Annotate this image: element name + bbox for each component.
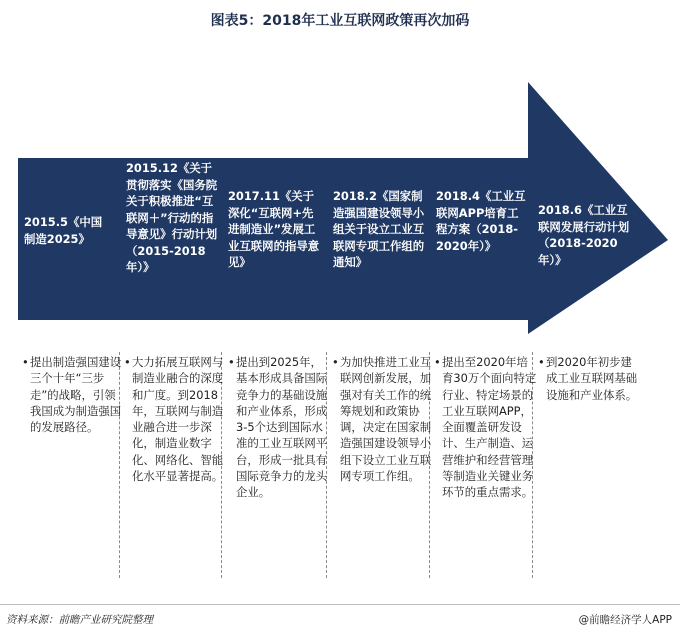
bullet-icon: • <box>124 355 131 369</box>
phase-note-text-3: 提出到2025年，基本形成具备国际竞争力的基础设施和产业体系，形成3-5个达到国际水准的工业互联网平台，形成一批具有国际竞争力的龙头企业。 <box>236 355 328 500</box>
phase-label-4: 2018.2《国家制造强国建设领导小组关于设立工业互联网专项工作组的通知》 <box>333 189 425 269</box>
timeline-arrow <box>18 0 670 634</box>
phase-note-2 <box>124 354 228 484</box>
phase-label-1: 2015.5《中国制造2025》 <box>24 215 103 246</box>
phase-label-2: 2015.12《关于贯彻落实《国务院关于积极推进“互联网＋”行动的指导意见》行动计划（2015-2018年）》 <box>126 161 218 274</box>
bullet-icon: • <box>538 355 545 369</box>
phase-note-1 <box>22 354 126 435</box>
bullet-icon: • <box>332 355 339 369</box>
phase-label-5: 2018.4《工业互联网APP培育工程方案（2018-2020年）》 <box>436 189 526 253</box>
phase-note-text-5: 提出至2020年培育30万个面向特定行业、特定场景的工业互联网APP，全面覆盖研发设计、生产制造、运营维护和经营管理等制造业关键业务环节的重点需求。 <box>442 355 537 500</box>
phase-note-3 <box>228 354 332 501</box>
phase-note-text-2: 大力拓展互联网与制造业融合的深度和广度。到2018年，互联网与制造业融合进一步深化，制造业数字化、网络化、智能化水平显著提高。 <box>132 355 224 484</box>
phase-note-text-1: 提出制造强国建设三个十年“三步走”的战略，引领我国成为制造强国的发展路径。 <box>30 355 122 435</box>
phase-label-6: 2018.6《工业互联网发展行动计划（2018-2020年）》 <box>538 203 630 267</box>
source-note: 资料来源：前瞻产业研究院整理 <box>6 614 153 626</box>
phase-label-3: 2017.11《关于深化“互联网+先进制造业”发展工业互联网的指导意见》 <box>228 189 320 269</box>
figure-title: 图表5：2018年工业互联网政策再次加码 <box>210 13 470 29</box>
bullet-icon: • <box>434 355 441 369</box>
phase-note-6 <box>538 354 642 403</box>
bullet-icon: • <box>22 355 29 369</box>
phase-note-text-6: 到2020年初步建成工业互联网基础设施和产业体系。 <box>546 355 638 402</box>
phase-note-4 <box>332 354 436 484</box>
footer-divider <box>0 604 680 605</box>
phase-note-5 <box>434 354 538 501</box>
bullet-icon: • <box>228 355 235 369</box>
brand-credit: @前瞻经济学人APP <box>578 614 672 626</box>
phase-note-text-4: 为加快推进工业互联网创新发展，加强对有关工作的统筹规划和政策协调，决定在国家制造强国建设领导小组下设立工业互联网专项工作组。 <box>340 355 432 484</box>
